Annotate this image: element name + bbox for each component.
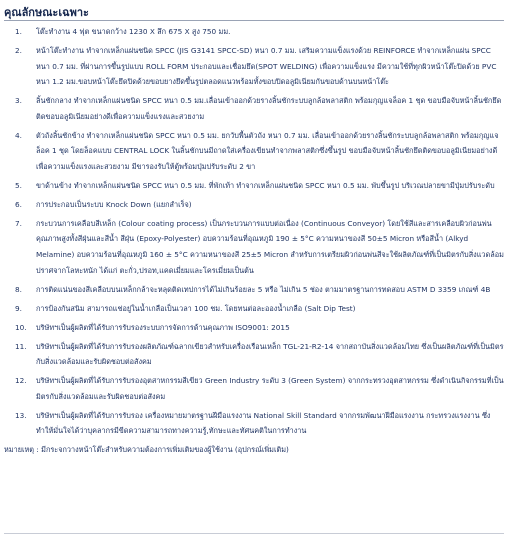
spec-number: 9. [15,303,22,313]
spec-item [4,320,504,336]
spec-text: บริษัทฯเป็นผู้ผลิตที่ได้รับการรับรองอุตสาหกรรมสีเขียว Green Industry ระดับ 3 (Green System) จากกระทรวงอุตสาหกรรม ซึ่งดำเนินกิจกรรมที่เป็นมิตรกับสิ่งแวดล้อมและรับผิดชอบต่อสังคม [36,376,504,401]
spec-list [4,24,504,457]
spec-number: 3. [15,96,22,106]
spec-number: 12. [15,376,27,386]
spec-item [4,43,504,90]
spec-text: บริษัทฯเป็นผู้ผลิตที่ได้รับการรับรอง เครื่องหมายมาตรฐานฝีมือแรงงาน National Skill Standard จากกรมพัฒนาฝีมือแรงงาน กระทรวงแรงงาน ซึ่งทำให้มั่นใจได้ว่าบุคลากรมีขีดความสามารถทางความรู้,ทักษะและทัศนคติในการทำงาน [36,410,491,436]
spec-item [4,339,504,370]
spec-item [4,197,504,213]
spec-number: 1. [15,27,22,36]
spec-text: การป้องกันสนิม สามารถแช่อยู่ในน้ำเกลือเป็นเวลา 100 ชม. โดยทนต่อละอองน้ำเกลือ (Salt Dip Test) [36,303,356,313]
spec-item [4,178,504,194]
bottom-divider [4,533,504,534]
spec-number: 7. [15,218,22,228]
spec-text: หน้าโต๊ะทำงาน ทำจากเหล็กแผ่นชนิด SPCC (JIS G3141 SPCC-SD) หนา 0.7 มม. เสริมความแข็งแรงด้วย REINFORCE ทำจากเหล็กแผ่น SPCC หนา 0.7 มม. ที่ผ่านการขึ้นรูปแบบ ROLL FORM ประกอบและเชื่อมยึด(SPOT WELDING) เพื่อความแข็งแรง มีความใช้ที่ทุกผิวหน้าโต๊ะปิดด้วย PVC หนา 1.2 มม.ขอบหน้าโต๊ะยึดปิดด้วยขอบยางยึดขึ้นรูปตลอดแนวพร้อมทั้งขอบปิดอลูมิเนียมกันขอบด้านบนหน้าโต๊ะ [36,45,497,87]
spec-text: บริษัทฯเป็นผู้ผลิตที่ได้รับการรับรองระบบการจัดการด้านคุณภาพ ISO9001: 2015 [36,322,290,332]
spec-text: ตัวถังลิ้นชักข้าง ทำจากเหล็กแผ่นชนิด SPCC หนา 0.5 มม. ยกวับพื้นตัวถัง หนา 0.7 มม. เลื่อนเข้าออกด้วยรางลิ้นชักระบบลูกล้อพลาสติก พร้อมกุญแจล็อค 1 ชุด โดยล็อคแบบ CENTRAL LOCK ในลิ้นชักบนมีถาดใส่เครื่องเขียนทำจากพลาสติกซึ่งขึ้นรูป ขอบมือจับหน้าลิ้นชักยึดติดขอบอลูมิเนียมอย่างดีเพื่อความแข็งแรงและสวยงาม มีขารองรับให้ตู้พร้อมปุ่มปรับระดับ 2 ขา [36,130,499,171]
spec-item [4,216,504,278]
spec-text: โต๊ะทำงาน 4 ฟุต ขนาดกว้าง 1230 X ลึก 675 X สูง 750 มม. [36,27,231,36]
spec-number: 2. [15,45,22,55]
spec-number: 13. [15,410,27,420]
spec-item [4,128,504,175]
spec-item [4,93,504,124]
spec-item [4,373,504,404]
spec-text: การติดแน่นของสีเคลือบบนเหล็กกล้าจะหลุดติดเทปการได้ไม่เกินร้อยละ 5 หรือ ไม่เกิน 5 ช่อง ตามมาตรฐานการทดสอบ ASTM D 3359 เกณฑ์ 4B [36,284,491,294]
spec-item [4,282,504,298]
section-title: คุณลักษณะเฉพาะ [4,6,89,19]
title-divider [4,20,504,21]
spec-number: 6. [15,199,22,209]
remark-note: หมายเหตุ : มีกระจกวางหน้าโต๊ะสำหรับความต้องการเพิ่มเติมของผู้ใช้งาน (อุปกรณ์เพิ่มเติม) [4,444,289,454]
spec-text: การประกอบเป็นระบบ Knock Down (แยกสำเร็จ) [36,199,192,209]
spec-text: กระบวนการเคลือบสีเหล็ก (Colour coating process) เป็นกระบวนการแบบต่อเนื่อง (Continuous Conveyor) โดยใช้สีและสารเคลือบผิวก่อนพ่นคุณภาพสูงทั้งสีฝุ่นและสีน้ำ สีฝุ่น (Epoxy-Polyester) อบความร้อนที่อุณหภูมิ 190 ± 5°C ความหนาของสี 50±5 Micron หรือสีน้ำ (Alkyd Melamine) อบความร้อนที่อุณหภูมิ 160 ± 5°C ความหนาของสี 25±5 Micron สำหรับการเตรียมผิวก่อนพ่นสีจะใช้ผลิตภัณฑ์ที่เป็นมิตรกับสิ่งแวดล้อม ปราศจากโลหะหนัก ได้แก่ ตะกั่ว,ปรอท,แคดเมี่ยมและโครเมี่ยมเป็นต้น [36,218,504,275]
spec-item [4,301,504,317]
spec-number: 4. [15,130,22,140]
spec-number: 5. [15,180,22,190]
spec-number: 10. [15,322,27,332]
spec-item [4,24,504,40]
spec-text: ขาด้านข้าง ทำจากเหล็กแผ่นชนิด SPCC หนา 0.5 มม. ที่พักเท้า ทำจากเหล็กแผ่นชนิด SPCC หนา 0.5 มม. พับขึ้นรูป บริเวณปลายขามีปุ่มปรับระดับ [36,180,495,190]
spec-text: บริษัทฯเป็นผู้ผลิตที่ได้รับการรับรองผลิตภัณฑ์ฉลากเขียวสำหรับเครื่องเรือนเหล็ก TGL-21-R2-14 จากสถาบันสิ่งแวดล้อมไทย ซึ่งเป็นผลิตภัณฑ์ที่เป็นมิตรกับสิ่งแวดล้อมและรับผิดชอบต่อสังคม [36,341,504,367]
spec-text: ลิ้นชักกลาง ทำจากเหล็กแผ่นชนิด SPCC หนา 0.5 มม.เลื่อนเข้าออกด้วยรางลิ้นชักระบบลูกล้อพลาสติก พร้อมกุญแจล็อค 1 ชุด ขอบมือจับหน้าลิ้นชักยึดติดขอบอลูมิเนียมอย่างดีเพื่อความแข็งแรงและสวยงาม [36,96,502,121]
spec-number: 11. [15,341,27,351]
spec-number: 8. [15,284,22,294]
spec-item [4,408,504,439]
